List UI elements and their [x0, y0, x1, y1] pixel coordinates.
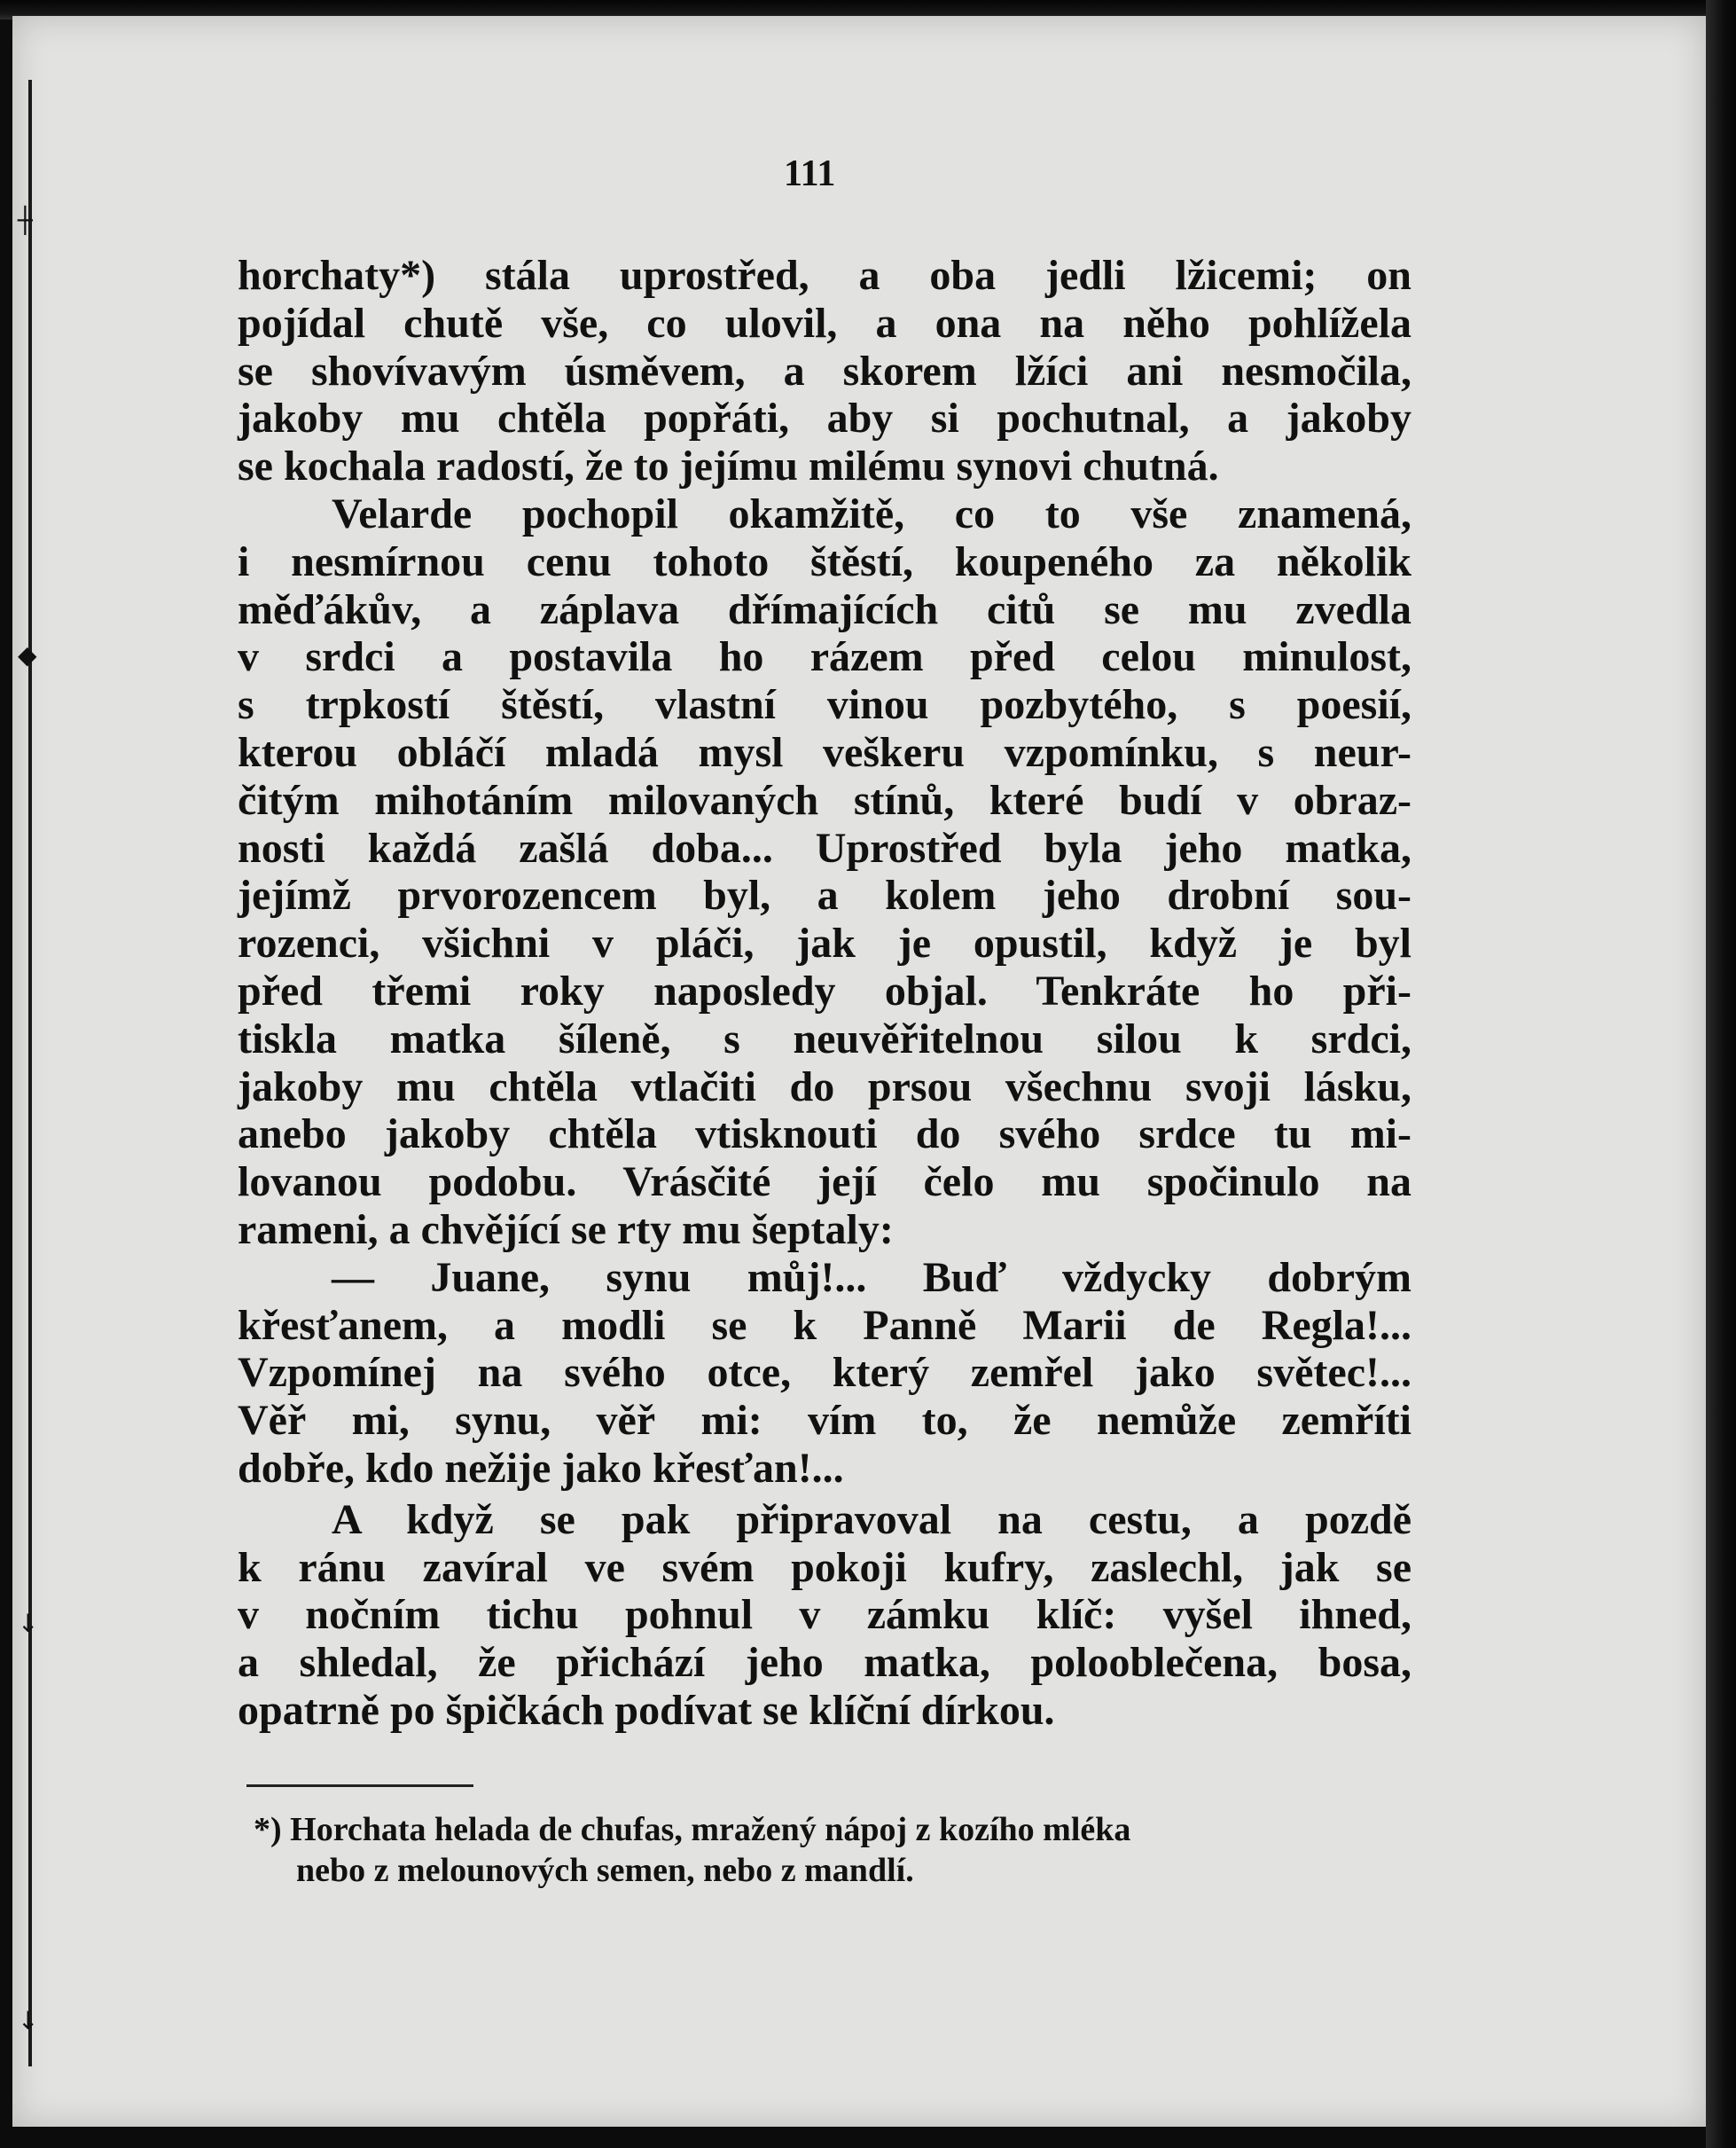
text-line: horchaty*) stála uprostřed, a oba jedli lžicemi; on [238, 252, 1411, 299]
text-line: v nočním tichu pohnul v zámku klíč: vyšel ihned, [238, 1591, 1411, 1639]
text-line: anebo jakoby chtěla vtisknouti do svého srdce tu mi- [238, 1110, 1411, 1158]
text-line: Vzpomínej na svého otce, který zemřel jako světec!... [238, 1349, 1411, 1397]
text-line: před třemi roky naposledy objal. Tenkráte ho při- [238, 967, 1411, 1015]
binding-thread-line [28, 80, 32, 2066]
text-line: k ránu zavíral ve svém pokoji kufry, zaslechl, jak se [238, 1543, 1411, 1591]
footnote-line: nebo z melounových semen, nebo z mandlí. [296, 1852, 914, 1889]
text-line: v srdci a postavila ho rázem před celou minulost, [238, 633, 1411, 681]
text-line: kterou obláčí mladá mysl veškeru vzpomínku, s neur- [238, 728, 1411, 776]
text-line: dobře, kdo nežije jako křesťan!... [238, 1444, 844, 1492]
paragraph [238, 1254, 1411, 1493]
text-line: křesťanem, a modli se k Panně Marii de Regla!... [238, 1301, 1411, 1349]
text-line: tiskla matka šíleně, s neuvěřitelnou silou k srdci, [238, 1015, 1411, 1062]
paragraph [238, 490, 1411, 1254]
footnote-marker: *) [254, 1811, 282, 1848]
text-line: a shledal, že přichází jeho matka, polooblečena, bosa, [238, 1639, 1411, 1687]
text-line: jejímž prvorozencem byl, a kolem jeho drobní sou- [238, 872, 1411, 920]
text-line: pojídal chutě vše, co ulovil, a ona na něho pohlížela [238, 299, 1411, 347]
paragraph [238, 1496, 1411, 1735]
text-line: opatrně po špičkách podívat se klíční dírkou. [238, 1686, 1055, 1734]
text-line: měďákův, a záplava dřímajících citů se mu zvedla [238, 585, 1411, 633]
footnote [254, 1809, 1422, 1891]
scan-right-edge [1706, 0, 1736, 2148]
binding-stitch-mark: ↓ [18, 2006, 39, 2035]
text-line: Velarde pochopil okamžitě, co to vše znamená, [332, 490, 1411, 537]
footnote-line [254, 1809, 1422, 1850]
footnote-divider [246, 1784, 473, 1787]
text-line: Věř mi, synu, věř mi: vím to, že nemůže zemříti [238, 1397, 1411, 1445]
text-line: jakoby mu chtěla popřáti, aby si pochutnal, a jakoby [238, 395, 1411, 443]
footnote-text: Horchata helada de chufas, mražený nápoj z kozího mléka [290, 1811, 1131, 1848]
text-line: rameni, a chvějící se rty mu šeptaly: [238, 1205, 894, 1253]
text-line: i nesmírnou cenu tohoto štěstí, koupeného za několik [238, 537, 1411, 585]
text-line: se shovívavým úsměvem, a skorem lžíci ani nesmočila, [238, 347, 1411, 395]
text-line: jakoby mu chtěla vtlačiti do prsou všechnu svoji lásku, [238, 1062, 1411, 1110]
text-line: lovanou podobu. Vrásčité její čelo mu spočinulo na [238, 1158, 1411, 1206]
page-number: 111 [784, 153, 836, 194]
text-line: nosti každá zašlá doba... Uprostřed byla jeho matka, [238, 824, 1411, 872]
paragraph [238, 252, 1411, 490]
text-line: — Juane, synu můj!... Buď vždycky dobrým [332, 1253, 1411, 1301]
binding-stitch-mark: ◆ [18, 640, 37, 670]
text-line: s trpkostí štěstí, vlastní vinou pozbytého, s poesií, [238, 681, 1411, 729]
binding-stitch-mark: ↓ [18, 1609, 39, 1638]
text-line: se kochala radostí, že to jejímu milému synovi chutná. [238, 443, 1219, 490]
main-text [238, 252, 1411, 1735]
text-line: rozenci, všichni v pláči, jak je opustil, když je byl [238, 920, 1411, 968]
binding-stitch-mark: ┼ [18, 206, 33, 235]
text-line: A když se pak připravoval na cestu, a pozdě [332, 1495, 1411, 1543]
text-line: čitým mihotáním milovaných stínů, které budí v obraz- [238, 776, 1411, 824]
